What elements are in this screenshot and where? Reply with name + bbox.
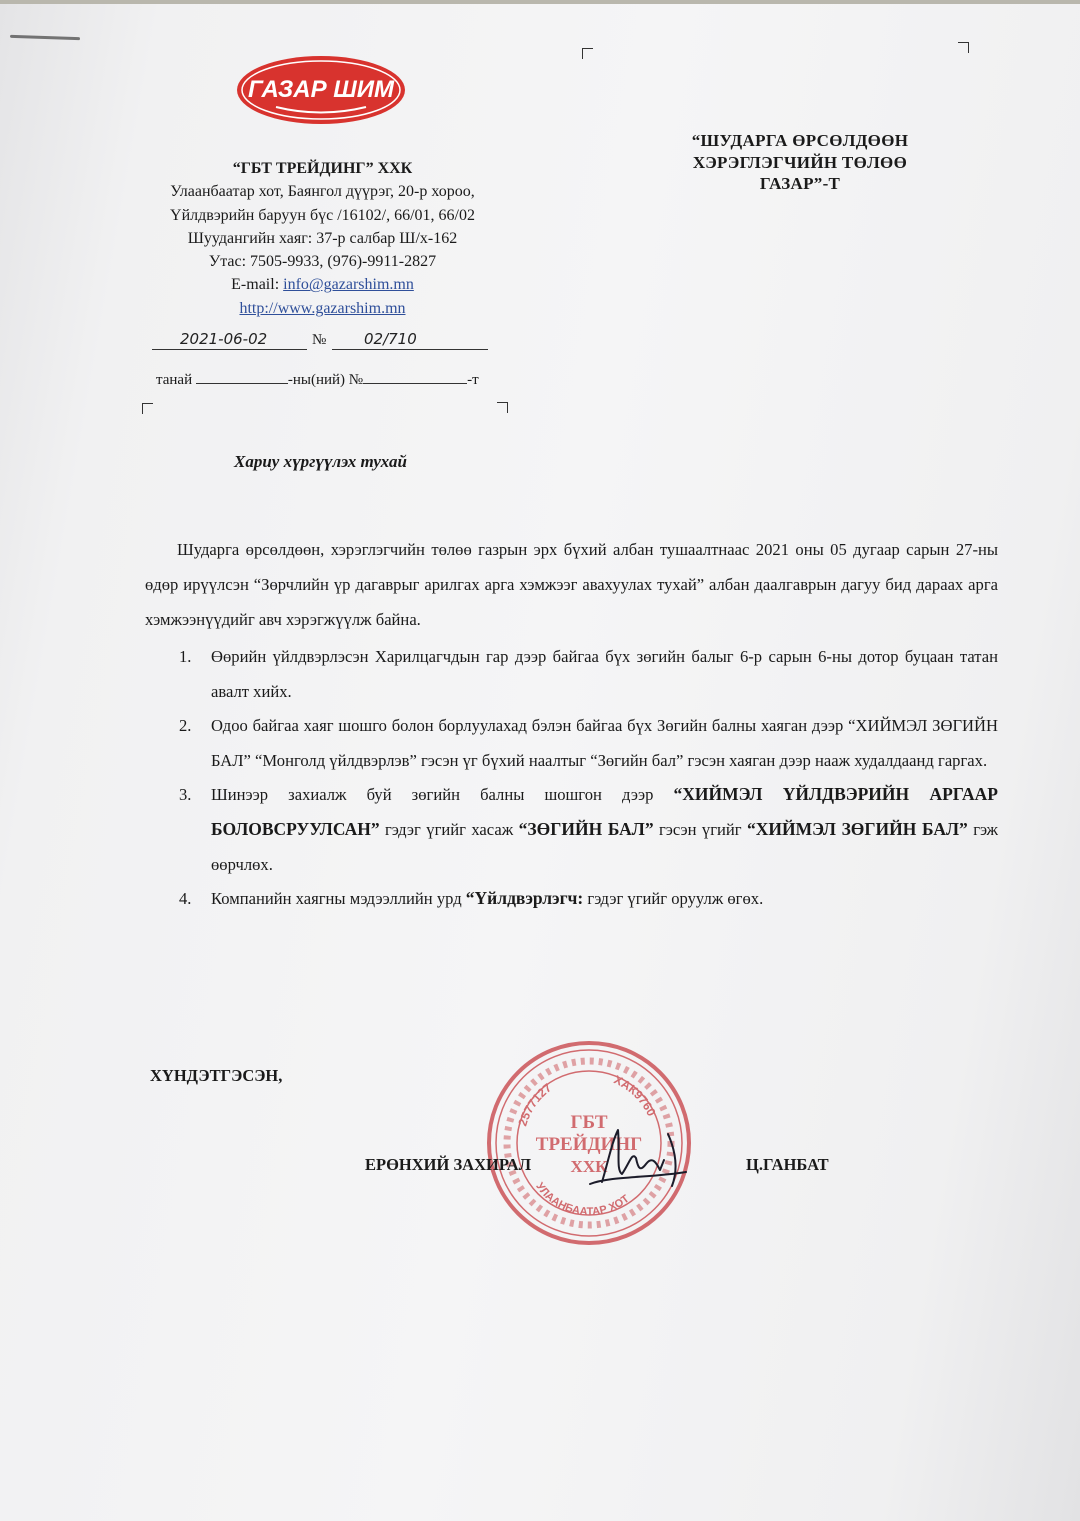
bold-phrase: “Үйлдвэрлэгч:: [465, 888, 584, 908]
sender-address-1: Улаанбаатар хот, Баянгол дүүрэг, 20-р хороо,: [170, 183, 475, 201]
list-item-text: гэж өөрчлөх.: [211, 820, 998, 874]
list-item-text: гэсэн үгийг: [653, 820, 747, 839]
photo-edge: [0, 0, 1080, 4]
sender-mail-address: Шуудангийн хаяг: 37-р салбар Ш/х-162: [187, 229, 458, 247]
sender-email-row: [120, 273, 525, 296]
list-item-number: 3.: [179, 785, 192, 804]
stamp-city: УЛААНБААТАР ХОТ: [533, 1180, 632, 1219]
list-item-number: 2.: [179, 716, 192, 735]
action-list: [145, 639, 998, 916]
reference-line: [152, 330, 492, 354]
corner-mark-ref-tr: [497, 402, 508, 413]
stamp-line-1: ГБТ: [570, 1112, 608, 1133]
email-label: E-mail:: [231, 276, 284, 294]
t-label: -т: [467, 372, 479, 388]
sender-address-2: Үйлдвэрийн баруун бүс /16102/, 66/01, 66/02: [170, 206, 475, 224]
tanai-line: [156, 372, 496, 389]
corner-mark-recipient-tl: [582, 48, 593, 59]
scratch-mark: [10, 35, 80, 40]
director-title: ЕРӨНХИЙ ЗАХИРАЛ: [365, 1155, 532, 1174]
corner-mark-recipient-tr: [958, 42, 969, 53]
closing-regards: ХҮНДЭТГЭСЭН,: [150, 1066, 283, 1085]
bold-phrase: “ХИЙМЭЛ ҮЙЛДВЭРИЙН АРГААР БОЛОВСРУУЛСАН”: [211, 784, 998, 839]
tanai-label: танай: [156, 372, 193, 388]
number-underline: [332, 349, 488, 350]
list-item-text: гэдэг үгийг хасаж: [379, 820, 519, 839]
recipient-line-1: “ШУДАРГА ӨРСӨЛДӨӨН: [691, 131, 909, 150]
sender-company: “ГБТ ТРЕЙДИНГ” ХХК: [232, 160, 413, 177]
recipient-line-2: ХЭРЭГЛЭГЧИЙН ТӨЛӨӨ: [692, 152, 908, 172]
svg-text:2577127: [515, 1080, 554, 1128]
list-item: [145, 639, 998, 709]
list-item-text: Одоо байгаа хаяг шошго болон борлуулахад бэлэн байгаа бүх Зөгийн балны хаяган дээр “ХИЙМЭЛ ЗӨГИЙН БАЛ” “Монголд үйлдвэрлэв” гэсэн үг бүхий наалтыг “Зөгийн бал” гэсэн хаяган дээр нааж худалдаанд гаргах.: [211, 716, 998, 770]
stamp-code: ХАК9760: [611, 1072, 659, 1119]
letter-date: 2021-06-02: [180, 330, 268, 348]
email-link[interactable]: info@gazarshim.mn: [283, 276, 414, 294]
stamp-line-2: ТРЕЙДИНГ: [535, 1134, 643, 1155]
recipient-line-3: ГАЗАР”-Т: [759, 174, 841, 193]
recipient-block: [640, 130, 960, 195]
intro-paragraph: Шударга өрсөлдөөн, хэрэглэгчийн төлөө газрын эрх бүхий албан тушаалтнаас 2021 оны 05 дугаар сарын 27-ны өдөр ирүүлсэн “Зөрчлийн үр дагаврыг арилгах арга хэмжээг авахуулах тухай” албан даалгаврын дагуу бид дараах арга хэмжээнүүдийг авч хэрэгжүүлж байна.: [145, 540, 998, 629]
list-item-text: Компанийн хаягны мэдээллийн урд: [211, 889, 466, 908]
list-item: [145, 881, 998, 916]
list-item-number: 1.: [179, 647, 192, 666]
letter-body: [145, 532, 998, 915]
sender-block: [120, 157, 525, 320]
stamp-line-3: ХХК: [570, 1157, 608, 1176]
corner-mark-ref-tl: [142, 403, 153, 414]
signature: [560, 1112, 700, 1192]
sender-phone: Утас: 7505-9933, (976)-9911-2827: [208, 253, 437, 271]
number-sign: №: [312, 332, 327, 348]
ny-label: -ны(ний) №: [287, 372, 364, 388]
list-item-text: гэдэг үгийг оруулж өгөх.: [583, 889, 764, 908]
list-item-number: 4.: [179, 889, 192, 908]
list-item-text: Өөрийн үйлдвэрлэсэн Харилцагчдын гар дээр байгаа бүх зөгийн балыг 6-р сарын 6-ны дотор буцаан татан авалт хийх.: [211, 647, 998, 701]
logo-text: ГАЗАР ШИМ: [247, 76, 395, 103]
tanai-date-blank: [196, 383, 288, 384]
date-underline: [152, 349, 307, 350]
website-link[interactable]: http://www.gazarshim.mn: [239, 299, 406, 317]
director-name: Ц.ГАНБАТ: [746, 1155, 829, 1174]
list-item: [145, 777, 998, 882]
letter-number: 02/710: [364, 330, 417, 348]
list-item-text: Шинээр захиалж буй зөгийн балны шошгон дээр: [211, 785, 674, 804]
stamp-reg-number: 2577127: [515, 1080, 555, 1128]
company-logo: [236, 55, 406, 125]
bold-phrase: “ЗӨГИЙН БАЛ”: [518, 819, 654, 839]
bold-phrase: “ХИЙМЭЛ ЗӨГИЙН БАЛ”: [747, 819, 968, 839]
letter-subject: Хариу хүргүүлэх тухай: [234, 452, 407, 471]
list-item: [145, 708, 998, 778]
tanai-number-blank: [363, 383, 467, 384]
